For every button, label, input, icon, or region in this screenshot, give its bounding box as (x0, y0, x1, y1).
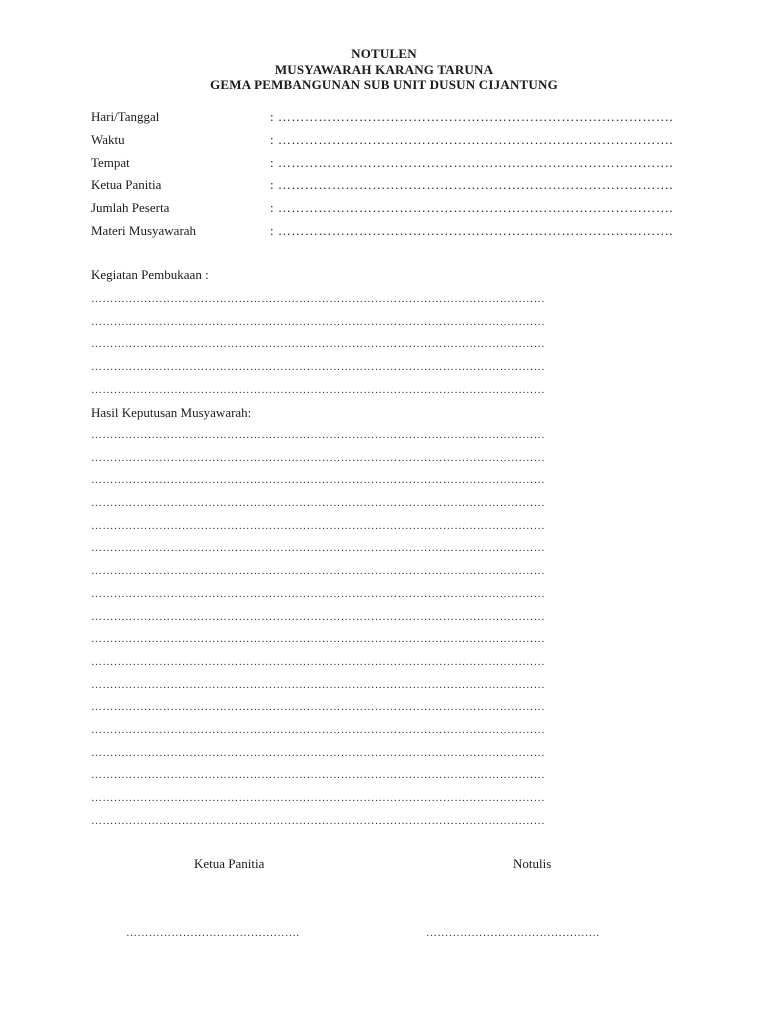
dot-line: ………………………………………………………………………………………………………… (91, 383, 545, 396)
dot-line: ………………………………………………………………………………………………………… (91, 655, 545, 668)
info-fields (91, 108, 691, 245)
field-label: Hari/Tanggal (91, 109, 160, 124)
dot-line: ………………………………………………………………………………………………………… (91, 293, 545, 305)
dot-line: ………………………………………………………………………………………………………… (91, 814, 545, 827)
dot-line: ………………………………………………………………………………………………………… (91, 678, 545, 691)
dot-line: ………………………………………………………………………………………………………… (91, 610, 545, 623)
field-label: Materi Musyawarah (91, 222, 197, 238)
title-line-3: GEMA PEMBANGUNAN SUB UNIT DUSUN CIJANTUNG (210, 77, 558, 92)
dot-line: ………………………………………………………………………………………………………… (91, 701, 545, 714)
field-fill-line: : ……………………………………………………………………………. (270, 177, 674, 193)
field-fill-line: : ……………………………………………………………………………. (270, 222, 674, 238)
opening-dot-lines (91, 291, 671, 404)
dot-line: ………………………………………………………………………………………………………… (91, 429, 545, 441)
dot-line: ………………………………………………………………………………………………………… (91, 792, 545, 804)
dot-line: ………………………………………………………………………………………………………… (91, 338, 545, 351)
dot-line: ………………………………………………………………………………………………………… (91, 451, 545, 464)
signature-line-notulis: ………………………………………. (426, 927, 600, 939)
document-title (0, 46, 768, 93)
field-row-waktu (91, 131, 691, 154)
dot-line: ………………………………………………………………………………………………………… (91, 746, 545, 759)
dot-line: ………………………………………………………………………………………………………… (91, 519, 545, 532)
dot-line: ………………………………………………………………………………………………………… (91, 361, 545, 374)
title-line-2: MUSYAWARAH KARANG TARUNA (274, 61, 494, 77)
dot-line: ………………………………………………………………………………………………………… (91, 565, 545, 578)
signature-label-notulis: Notulis (513, 856, 552, 871)
field-row-ketua-panitia (91, 176, 691, 199)
dot-line: ………………………………………………………………………………………………………… (91, 315, 545, 328)
field-fill-line: : ……………………………………………………………………………. (270, 200, 674, 216)
field-row-jumlah-peserta (91, 199, 691, 222)
title-line-1: NOTULEN (351, 46, 417, 61)
dot-line: ………………………………………………………………………………………………………… (91, 633, 545, 646)
field-fill-line: : ……………………………………………………………………………. (270, 109, 674, 124)
field-label: Ketua Panitia (91, 177, 162, 193)
field-label: Tempat (91, 154, 130, 170)
dot-line: ………………………………………………………………………………………………………… (91, 587, 545, 600)
field-row-hari-tanggal (91, 108, 691, 131)
dot-line: ………………………………………………………………………………………………………… (91, 542, 545, 555)
field-row-tempat (91, 154, 691, 177)
opening-section-label: Kegiatan Pembukaan : (91, 267, 209, 282)
dot-line: ………………………………………………………………………………………………………… (91, 723, 545, 736)
field-label: Waktu (91, 131, 125, 147)
signature-line-ketua: ………………………………………. (126, 927, 300, 939)
signature-label-ketua: Ketua Panitia (194, 856, 265, 871)
field-fill-line: : ……………………………………………………………………………. (270, 154, 674, 170)
dot-line: ………………………………………………………………………………………………………… (91, 769, 545, 782)
field-row-materi-musyawarah (91, 222, 691, 245)
results-dot-lines (91, 427, 671, 835)
dot-line: ………………………………………………………………………………………………………… (91, 497, 545, 510)
field-label: Jumlah Peserta (91, 200, 170, 216)
field-fill-line: : ……………………………………………………………………………. (270, 131, 674, 147)
results-section-label: Hasil Keputusan Musyawarah: (91, 405, 252, 420)
dot-line: ………………………………………………………………………………………………………… (91, 474, 545, 487)
